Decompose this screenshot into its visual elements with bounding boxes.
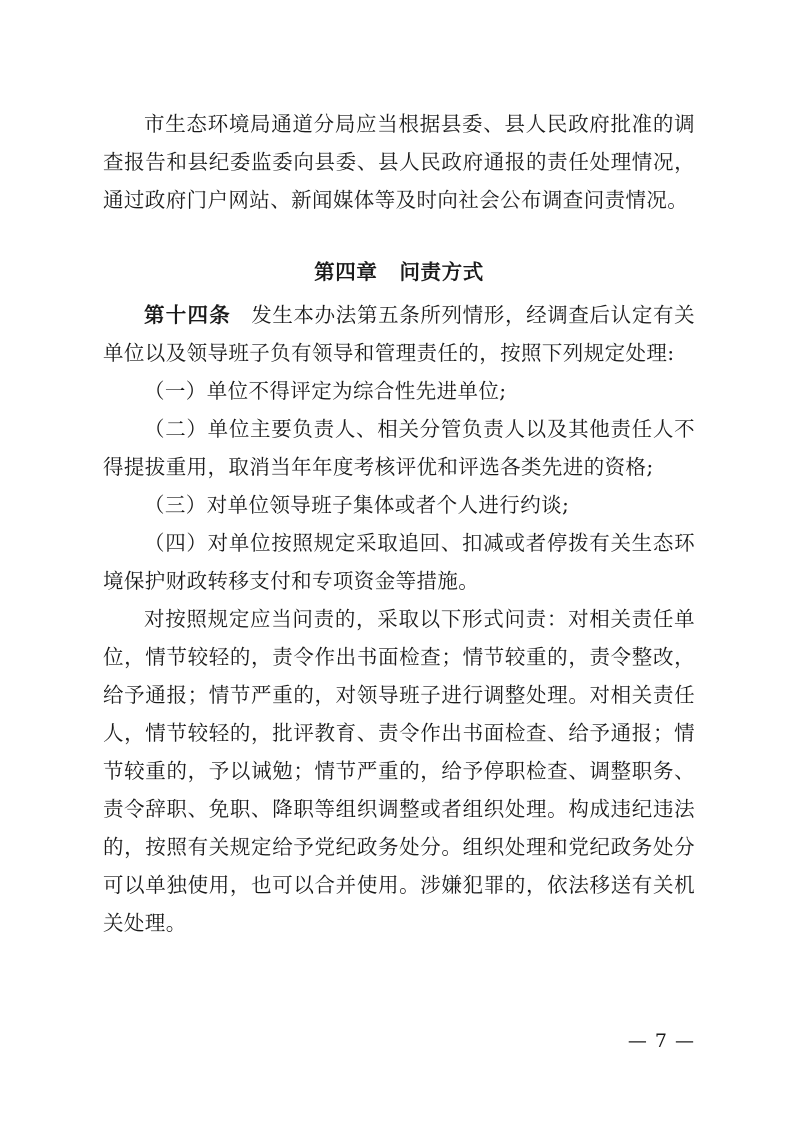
article-14-item-4: （四）对单位按照规定采取追回、扣减或者停拨有关生态环境保护财政转移支付和专项资金等措施。	[103, 531, 695, 593]
article-14-label: 第十四条	[144, 303, 231, 327]
accountability-forms-paragraph: 对按照规定应当问责的，采取以下形式问责：对相关责任单位，情节较轻的，责令作出书面检查；情节较重的，责令整改，给予通报；情节严重的，对领导班子进行调整处理。对相关责任人，情节较轻的，批评教育、责令作出书面检查、给予通报；情节较重的，予以诫勉；情节严重的，给予停职检查、调整职务、责令辞职、免职、降职等组织调整或者组织处理。构成违纪违法的，按照有关规定给予党纪政务处分。组织处理和党纪政务处分可以单独使用，也可以合并使用。涉嫌犯罪的，依法移送有关机关处理。	[103, 607, 695, 935]
article-14-item-2: （二）单位主要负责人、相关分管负责人以及其他责任人不得提拔重用，取消当年年度考核评优和评选各类先进的资格;	[103, 417, 695, 479]
document-body	[103, 105, 695, 942]
chapter-title: 问责方式	[399, 260, 484, 284]
article-14-text: 发生本办法第五条所列情形，经调查后认定有关单位以及领导班子负有领导和管理责任的，按照下列规定处理:	[103, 303, 696, 365]
article-14-item-1: （一）单位不得评定为综合性先进单位;	[144, 379, 507, 403]
page-number: — 7 —	[627, 1030, 695, 1052]
chapter-number: 第四章	[314, 260, 378, 284]
chapter-heading	[103, 253, 695, 291]
article-14-item-3: （三）对单位领导班子集体或者个人进行约谈;	[144, 493, 570, 517]
intro-paragraph: 市生态环境局通道分局应当根据县委、县人民政府批准的调查报告和县纪委监委向县委、县人民政府通报的责任处理情况，通过政府门户网站、新闻媒体等及时向社会公布调查问责情况。	[103, 112, 695, 212]
article-14-paragraph	[103, 296, 695, 372]
